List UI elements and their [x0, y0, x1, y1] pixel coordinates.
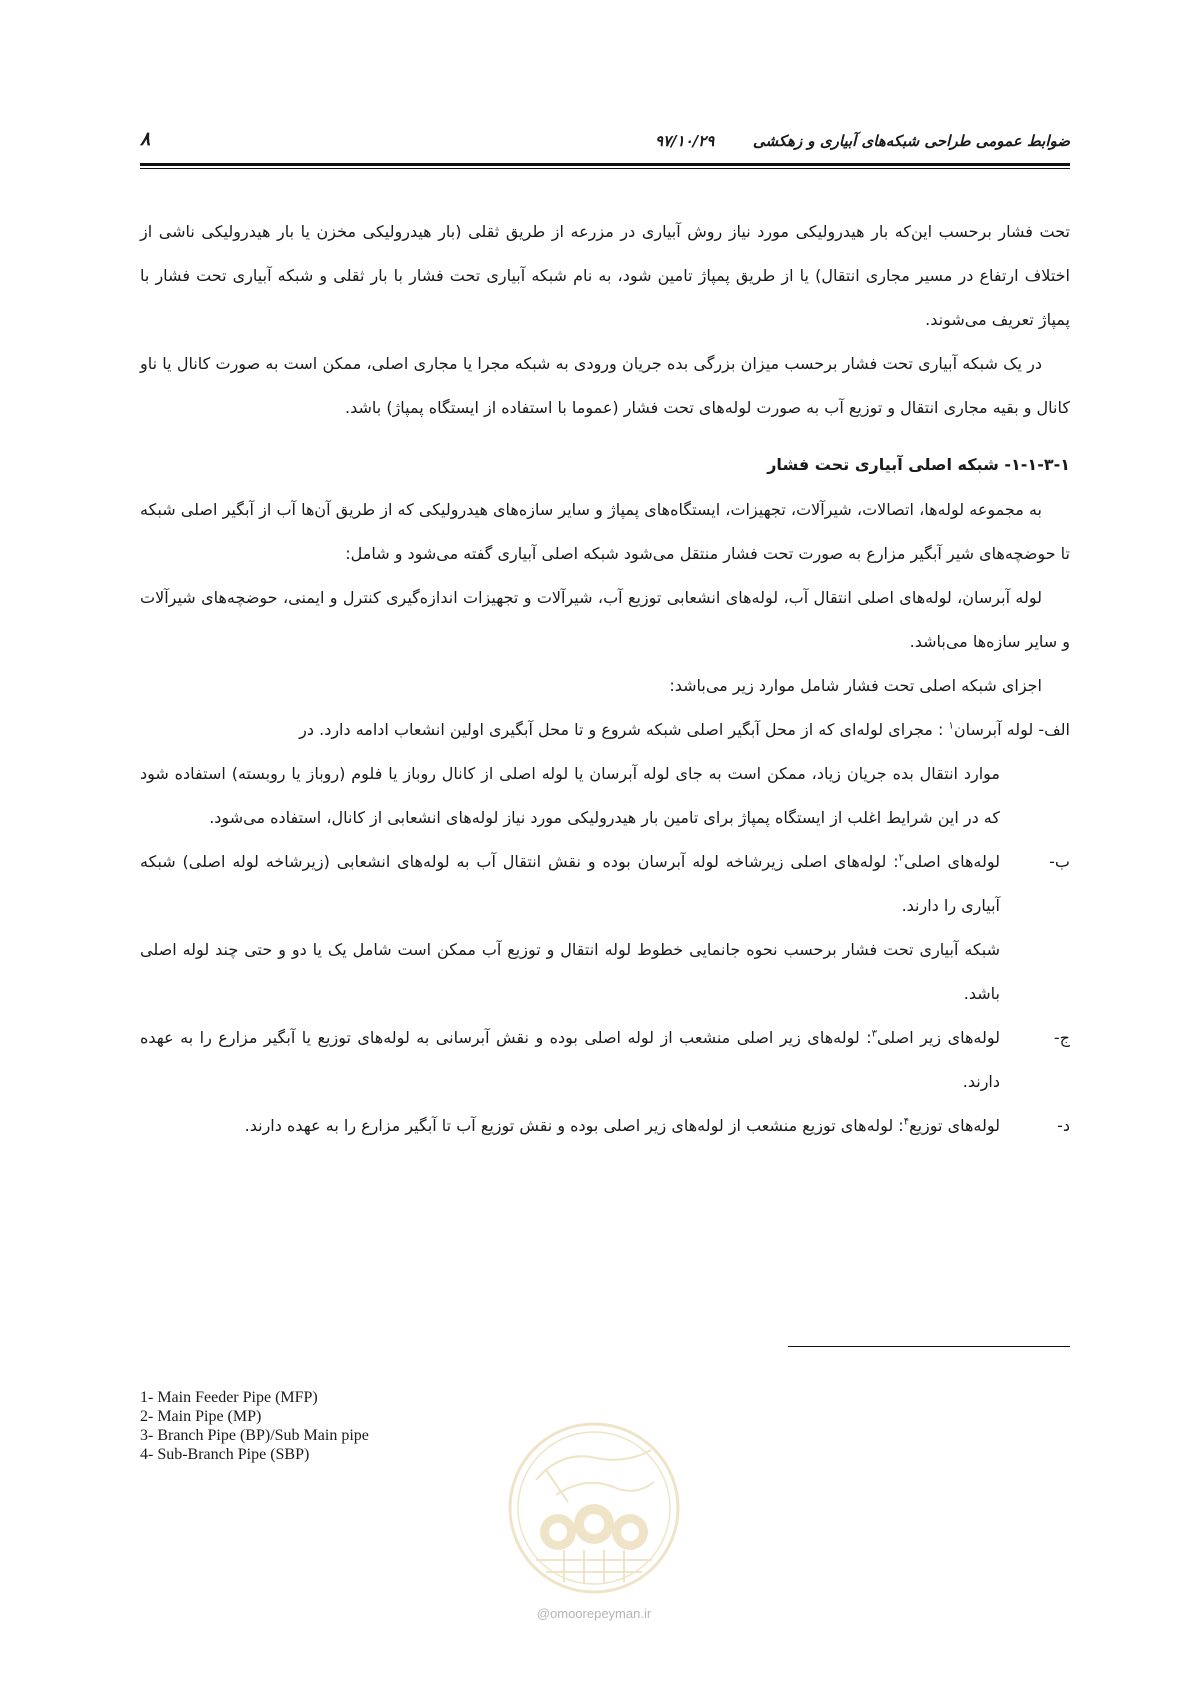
page-header — [140, 128, 1070, 154]
list-item-c-marker: ج- — [1053, 1028, 1070, 1047]
header-title: ضوابط عمومی طراحی شبکه‌های آبیاری و زهکشی — [752, 132, 1070, 150]
footnote-3: 3- Branch Pipe (BP)/Sub Main pipe — [140, 1427, 369, 1444]
footnotes — [140, 1388, 369, 1464]
list-item-a-continuation: موارد انتقال بده جریان زیاد، ممکن است به جای لوله آبرسان یا لوله اصلی از کانال روباز یا فلوم (روباز یا روبسته) استفاده شود که در این شرایط اغلب از ایستگاه پمپاژ برای تامین بار هیدرولیکی مورد نیاز لوله‌های انشعابی از کانال، استفاده می‌شود. — [140, 764, 1000, 827]
footnote-ref-2: ۲ — [898, 852, 904, 864]
list-item-c-term: لوله‌های زیر اصلی — [876, 1028, 1000, 1047]
footnote-2: 2- Main Pipe (MP) — [140, 1408, 262, 1425]
list-item-b-body — [140, 840, 1000, 928]
footnote-ref-1: ۱ — [948, 720, 954, 732]
header-rule-thick — [140, 163, 1070, 166]
list-item-c-text: : لوله‌های زیر اصلی منشعب از لوله اصلی بوده و نقش آبرسانی به لوله‌های توزیع یا آبگیر مزارع را به عهده دارند. — [140, 1028, 1000, 1091]
page-number: ۸ — [140, 128, 151, 150]
footnote-ref-4: ۴ — [903, 1116, 910, 1128]
footnote-1: 1- Main Feeder Pipe (MFP) — [140, 1389, 318, 1406]
list-item-d-text: : لوله‌های توزیع منشعب از لوله‌های زیر اصلی بوده و نقش توزیع آب تا آبگیر مزارع را به عهده دارند. — [244, 1116, 904, 1135]
footnote-separator — [788, 1346, 1070, 1347]
paragraph-5: اجزای شبکه اصلی تحت فشار شامل موارد زیر می‌باشد: — [669, 676, 1042, 695]
list-item-d-body — [140, 1104, 1000, 1148]
paragraph-2: در یک شبکه آبیاری تحت فشار برحسب میزان بزرگی بده جریان ورودی به شبکه مجرا یا مجاری اصلی، ممکن است به صورت کانال یا ناو کانال و بقیه مجاری انتقال و توزیع آب به صورت لوله‌های تحت فشار (عموما با استفاده از ایستگاه پمپاژ) باشد. — [140, 354, 1070, 417]
header-date: ۹۷/۱۰/۲۹ — [655, 132, 715, 150]
list-item-b-text: : لوله‌های اصلی زیرشاخه لوله آبرسان بوده و نقش انتقال آب به لوله‌های انشعابی (زیرشاخه لوله اصلی) شبکه آبیاری را دارند. — [140, 852, 1000, 915]
list-item-c-body — [140, 1016, 1000, 1104]
list-item-a-term: الف- لوله آبرسان — [953, 720, 1070, 739]
footnote-4: 4- Sub-Branch Pipe (SBP) — [140, 1446, 310, 1463]
paragraph-4: لوله آبرسان، لوله‌های اصلی انتقال آب، لوله‌های انشعابی توزیع آب، شیرآلات و تجهیزات اندازه‌گیری کنترل و ایمنی، حوضچه‌های شیرآلات و سایر سازه‌ها می‌باشد. — [140, 588, 1070, 651]
list-item-c — [140, 1016, 1070, 1104]
list-item-a — [140, 708, 1070, 840]
list-item-a-line1 — [140, 708, 1070, 752]
section-gap — [140, 430, 1070, 444]
list-item-d-marker: د- — [1057, 1116, 1070, 1135]
paragraph-3: به مجموعه لوله‌ها، اتصالات، شیرآلات، تجهیزات، ایستگاه‌های پمپاژ و سایر سازه‌های هیدرولیکی که از طریق آن‌ها آب از آبگیر اصلی شبکه تا حوضچه‌های شیر آبگیر مزارع به صورت تحت فشار منتقل می‌شود شبکه اصلی آبیاری گفته می‌شود و شامل: — [140, 500, 1070, 563]
watermark-logo-icon — [506, 1420, 682, 1596]
watermark-url: @omoorepeyman.ir — [536, 1606, 652, 1621]
section-heading: ۱-۱-۳-۱- شبکه اصلی آبیاری تحت فشار — [767, 455, 1070, 474]
list-item-b-term: لوله‌های اصلی — [904, 852, 1000, 871]
paragraph-6: شبکه آبیاری تحت فشار برحسب نحوه جانمایی خطوط لوله انتقال و توزیع آب ممکن است شامل یک یا دو و حتی چند لوله اصلی باشد. — [140, 940, 1000, 1003]
list-item-a-text: : مجرای لوله‌ای که از محل آبگیر اصلی شبکه شروع و تا محل آبگیری اولین انشعاب ادامه دارد. در — [299, 720, 949, 739]
list-item-b-marker: ب- — [1049, 852, 1070, 871]
document-body — [140, 210, 1070, 1148]
footnote-ref-3: ۳ — [871, 1028, 877, 1040]
list-item-d-term: لوله‌های توزیع — [909, 1116, 1000, 1135]
header-rule-thin — [140, 168, 1070, 169]
list-item-b — [140, 840, 1070, 1016]
list-item-d — [140, 1104, 1070, 1148]
paragraph-1: تحت فشار برحسب این‌که بار هیدرولیکی مورد نیاز روش آبیاری در مزرعه از طریق ثقلی (بار هیدرولیکی مخزن یا بار هیدرولیکی ناشی از اختلاف ارتفاع در مسیر مجاری انتقال) یا از طریق پمپاژ تامین شود، به نام شبکه آبیاری تحت فشار با بار ثقلی و شبکه آبیاری تحت فشار با پمپاژ تعریف می‌شوند. — [140, 222, 1070, 329]
